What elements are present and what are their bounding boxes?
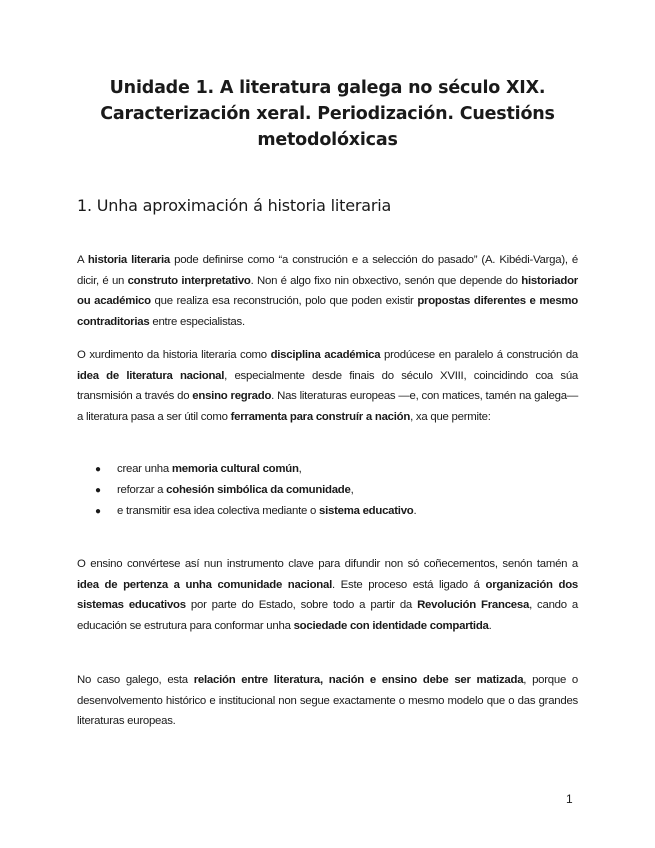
- text-run: e transmitir esa idea colectiva mediante o: [117, 505, 319, 517]
- text-run: . Nas literaturas europeas —e, con matices, tamén na galega— a literatura pasa a ser útil como: [77, 390, 578, 423]
- bold-text: ferramenta para construír a nación: [230, 410, 411, 423]
- text-run: ,: [298, 463, 302, 475]
- bold-text: construto interpretativo: [127, 274, 251, 287]
- text-run: ,: [350, 484, 354, 496]
- bullet-icon: ●: [95, 506, 101, 517]
- list-item: [95, 480, 575, 501]
- list-item-text: [117, 480, 354, 501]
- bullet-icon: ●: [95, 485, 101, 496]
- text-run: que realiza esa reconstrución, polo que poden existir: [150, 295, 418, 307]
- bold-text: idea de literatura nacional: [77, 369, 225, 382]
- paragraph: [77, 554, 578, 636]
- bold-text: memoria cultural común: [171, 463, 299, 475]
- list-item: [95, 501, 575, 522]
- text-run: , xa que permite:: [410, 410, 491, 423]
- title-line: metodolóxicas: [257, 130, 398, 150]
- bullet-list: [95, 459, 575, 522]
- bold-text: organización dos sistemas educativos: [77, 578, 578, 611]
- bold-text: propostas diferentes e mesmo contraditorias: [77, 295, 578, 328]
- text-run: . Non é algo fixo nin obxectivo, senón que depende do: [250, 274, 522, 287]
- section-heading: 1. Unha aproximación á historia literaria: [77, 196, 392, 215]
- text-run: O xurdimento da historia literaria como: [77, 349, 271, 361]
- text-run: entre especialistas.: [149, 315, 245, 328]
- text-run: O ensino convértese así nun instrumento clave para difundir non só coñecementos, senón tamén a: [77, 558, 578, 570]
- page-title: [60, 75, 595, 153]
- title-line: Caracterización xeral. Periodización. Cuestións: [100, 104, 555, 124]
- paragraph: [77, 345, 578, 427]
- list-item-text: [117, 501, 416, 522]
- text-run: .: [488, 619, 492, 632]
- text-run: No caso galego, esta: [77, 674, 194, 686]
- text-run: .: [413, 505, 417, 517]
- bold-text: relación entre literatura, nación e ensino debe ser matizada: [193, 674, 524, 686]
- text-run: , porque o desenvolvemento histórico e institucional non segue exactamente o mesmo modelo que o das grandes literaturas europeas.: [77, 674, 578, 727]
- text-run: prodúcese en paralelo á construción da: [380, 349, 578, 361]
- text-run: . Este proceso está ligado á: [332, 578, 486, 591]
- bold-text: sociedade con identidade compartida: [293, 619, 489, 632]
- bold-text: Revolución Francesa: [417, 599, 530, 611]
- list-item: [95, 459, 575, 480]
- bold-text: historia literaria: [87, 254, 171, 266]
- paragraph: [77, 250, 578, 332]
- text-run: pode definirse como “a construción e a selección do pasado” (A. Kibédi-Varga), é dicir, é un: [77, 254, 578, 287]
- bold-text: ensino regrado: [192, 390, 272, 402]
- text-run: , cando a educación se estrutura para conformar unha: [77, 599, 578, 632]
- bold-text: historiador ou académico: [77, 274, 578, 307]
- text-run: crear unha: [117, 463, 172, 475]
- bullet-icon: ●: [95, 464, 101, 475]
- list-item-text: [117, 459, 302, 480]
- title-line: Unidade 1. A literatura galega no século XIX.: [109, 78, 546, 98]
- paragraph: [77, 670, 578, 732]
- bold-text: sistema educativo: [318, 505, 414, 517]
- text-run: , especialmente desde finais do século XVIII, coincidindo coa súa transmisión a través do: [77, 369, 578, 402]
- bold-text: disciplina académica: [270, 349, 381, 361]
- text-run: A: [77, 254, 88, 266]
- page-number: 1: [566, 792, 573, 806]
- text-run: reforzar a: [117, 484, 167, 496]
- bold-text: idea de pertenza a unha comunidade nacional: [77, 578, 332, 591]
- bold-text: cohesión simbólica da comunidade: [166, 484, 351, 496]
- text-run: por parte do Estado, sobre todo a partir da: [185, 599, 418, 611]
